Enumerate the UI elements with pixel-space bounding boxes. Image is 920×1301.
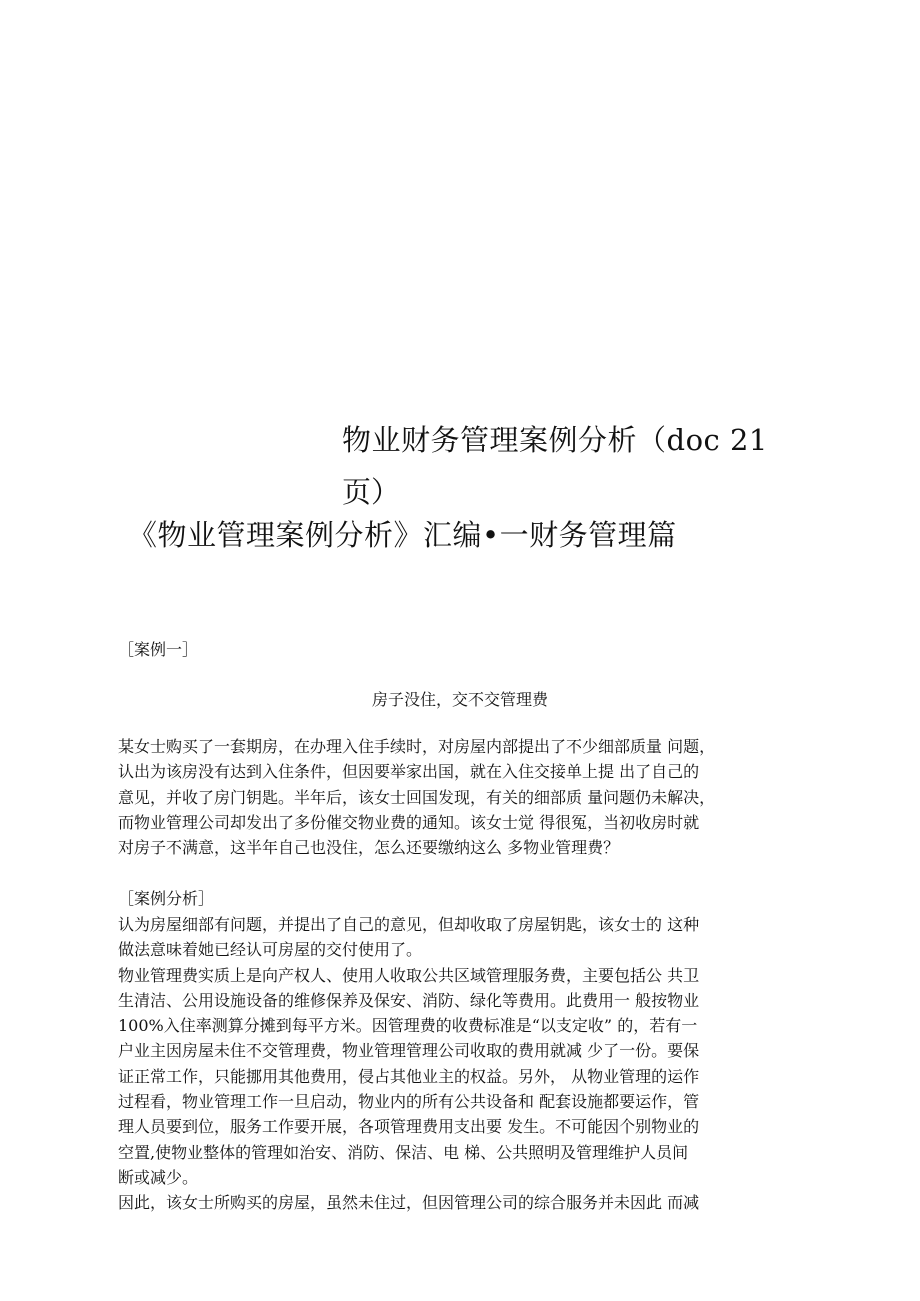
- text-line: 对房子不满意，这半年自己也没住，怎么还要缴纳这么 多物业管理费？: [118, 838, 620, 858]
- analysis-label: ［案例分析］: [118, 889, 215, 908]
- text-line: 因此，该女士所购买的房屋，虽然未住过，但因管理公司的综合服务并未因此 而减: [118, 1193, 700, 1213]
- text-line: 空置,使物业整体的管理如治安、消防、保洁、电 梯、公共照明及管理维护人员间: [118, 1142, 689, 1162]
- case-label: ［案例一］: [118, 640, 199, 659]
- text-line: 断或减少。: [118, 1167, 199, 1187]
- text-line: 证正常工作，只能挪用其他费用，侵占其他业主的权益。另外， 从物业管理的运作: [118, 1066, 700, 1086]
- document-subtitle: 《物业管理案例分析》汇编•一财务管理篇: [128, 518, 677, 552]
- document-title-line-2: 页）: [342, 475, 401, 509]
- text-line: 而物业管理公司却发出了多份催交物业费的通知。该女士觉 得很冤，当初收房时就: [118, 812, 700, 832]
- case-description: [118, 734, 808, 860]
- document-title-line-1: 物业财务管理案例分析（doc 21: [342, 423, 768, 457]
- text-line: 认为房屋细部有问题，并提出了自己的意见，但却收取了房屋钥匙，该女士的 这种: [118, 915, 700, 934]
- text-line: 意见，并收了房门钥匙。半年后，该女士回国发现，有关的细部质 量问题仍未解决，: [118, 787, 716, 807]
- text-line: 认出为该房没有达到入住条件，但因要举家出国，就在入住交接单上提 出了自己的: [118, 762, 700, 782]
- text-line: 100%入住率测算分摊到每平方米。因管理费的收费标准是“以支定收” 的，若有一: [118, 1016, 698, 1036]
- text-line: 做法意味着她已经认可房屋的交付使用了。: [118, 940, 423, 960]
- text-line: 户业主因房屋未住不交管理费，物业管理管理公司收取的费用就减 少了一份。要保: [118, 1041, 700, 1061]
- text-line: 生清洁、公用设施设备的维修保养及保安、消防、绿化等费用。此费用一 般按物业: [118, 990, 700, 1010]
- text-line: 物业管理费实质上是向产权人、使用人收取公共区域管理服务费，主要包括公 共卫: [118, 965, 700, 985]
- analysis-text: [118, 912, 808, 1216]
- text-line: 理人员要到位，服务工作要开展，各项管理费用支出要 发生。不可能因个别物业的: [118, 1117, 700, 1137]
- text-line: 过程看，物业管理工作一旦启动，物业内的所有公共设备和 配套设施都要运作，管: [118, 1092, 700, 1112]
- text-line: 某女士购买了一套期房，在办理入住手续时，对房屋内部提出了不少细部质量 问题，: [118, 737, 716, 756]
- case-title: 房子没住，交不交管理费: [371, 690, 548, 709]
